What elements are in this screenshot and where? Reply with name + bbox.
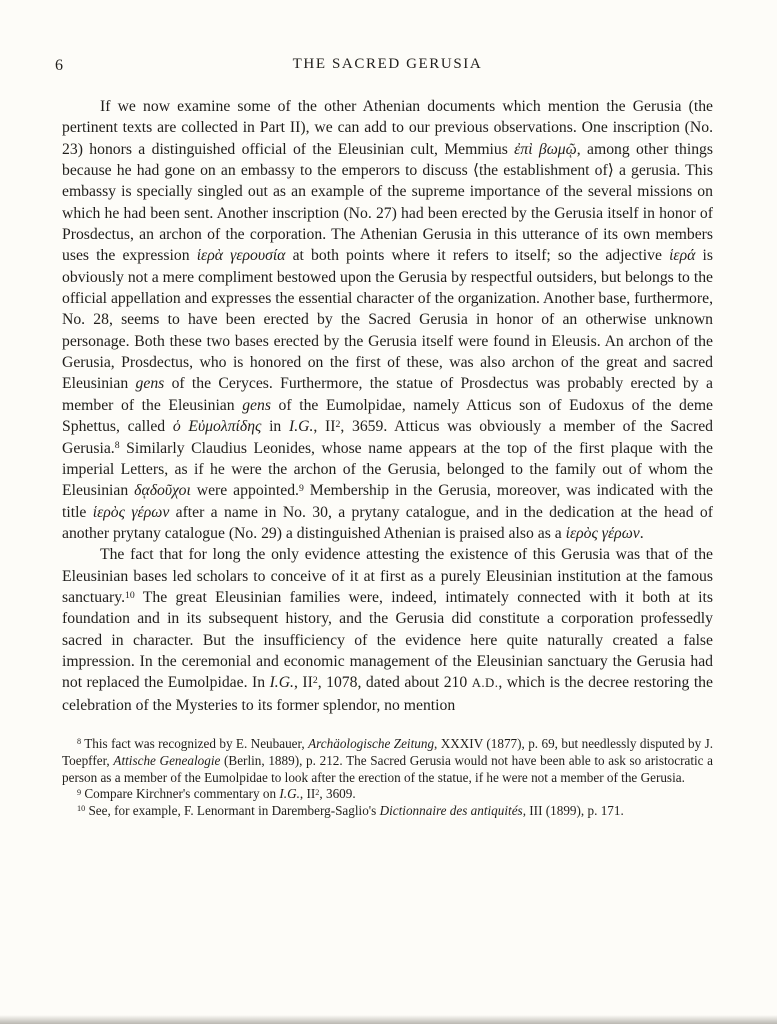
text-run: A.D. <box>471 676 499 691</box>
superscript-note-number: 10 <box>77 804 86 814</box>
superscript-note-number: 9 <box>298 482 304 494</box>
text-run: after a name in No. 30, a prytany catalogue, and in the dedication at the head of another prytany catalogue (No. 29) a distinguished Athenian is praised also as a <box>62 503 713 542</box>
running-title: THE SACRED GERUSIA <box>292 56 483 72</box>
text-run: of the Eumolpidae, namely Atticus son of Eudoxus of the deme Sphettus, called <box>62 396 713 436</box>
text-run: . <box>639 524 644 542</box>
text-run: This fact was recognized by E. Neubauer, <box>81 735 309 751</box>
text-run: Similarly Claudius Leonides, whose name appears at the top of the first plaque with the imperial Letters, as if he were the archon of the Gerusia, belonged to the family out of whom the Eleusinian <box>62 439 713 500</box>
italic-run: ἐπὶ βωμῷ <box>514 140 577 158</box>
text-run: , 3609. <box>319 786 356 802</box>
superscript-note-number: 2 <box>335 418 341 430</box>
text-run: of the Ceryces. Furthermore, the statue of Prosdectus was probably erected by a member of the Eleusinian <box>62 375 713 414</box>
text-run: , II <box>299 786 316 802</box>
superscript-note-number: 2 <box>312 674 318 686</box>
text-run: , II <box>313 418 336 436</box>
footnote <box>62 786 713 803</box>
footnote <box>62 736 713 786</box>
superscript-note-number: 8 <box>114 440 120 452</box>
italic-run: Archäologische Zeitung <box>308 735 435 751</box>
text-run: , 1078, dated about 210 <box>317 674 472 692</box>
text-run: , 3659. Atticus was obviously a member of the Sacred Gerusia. <box>62 418 714 457</box>
text-run: (Berlin, 1889), p. 212. The Sacred Gerusia would not have been able to ask so aristocratic a person as a member of the Eumolpidae to look after the erection of the statue, if he were not a member of the Gerusia. <box>62 752 714 785</box>
italic-run: I.G. <box>269 674 294 692</box>
text-run: , II <box>293 674 313 692</box>
text-run: Compare Kirchner's commentary on <box>81 786 280 802</box>
italic-run: gens <box>135 375 165 393</box>
italic-run: gens <box>242 396 271 414</box>
footnote <box>62 803 713 820</box>
text-run: were appointed. <box>190 482 299 500</box>
text-run: in <box>261 418 289 436</box>
text-run: If we now examine some of the other Athenian documents which mention the Gerusia (the pertinent texts are collected in Part II), we can add to our previous observations. One inscription (No. 23) honors a distinguished official of the Eleusinian cult, Memmius <box>62 98 713 158</box>
body-paragraph <box>62 96 713 544</box>
body-paragraph <box>62 544 713 716</box>
text-run: , among other things because he had gone on an embassy to the emperors to discuss ⟨the establishment of⟩ a gerusia. This embassy is specially singled out as an example of the supreme importance of the several missions on which he had been sent. Another inscription (No. 27) had been erected by the Gerusia itself in honor of Prosdectus, an archon of the corporation. The Athenian Gerusia in this utterance of its own members uses the expression <box>62 140 713 265</box>
italic-run: δᾳδοῦχοι <box>134 482 191 500</box>
running-head <box>55 56 713 78</box>
italic-run: Attische Genealogie <box>113 752 221 768</box>
superscript-note-number: 10 <box>125 589 135 601</box>
italic-run: ἱερὰ γερουσία <box>196 247 286 265</box>
text-run: , III (1899), p. 171. <box>522 803 624 819</box>
text-run: See, for example, F. Lenormant in Daremberg-Saglio's <box>85 803 380 819</box>
italic-run: ἱερὸς γέρων <box>92 503 170 521</box>
text-run: , which is the decree restoring the celebration of the Mysteries to its former splendor, no mention <box>62 674 713 714</box>
text-run: at both points where it refers to itself; so the adjective <box>285 247 670 265</box>
italic-run: ὁ Εὐμολπίδης <box>172 418 262 436</box>
italic-run: ἱερά <box>669 247 696 265</box>
text-run: Membership in the Gerusia, moreover, was indicated with the title <box>62 482 714 521</box>
footnote-block <box>62 736 713 820</box>
text-run: The great Eleusinian families were, indeed, intimately connected with it both at its foundation and in its subsequent history, and the Gerusia did constitute a corporation professedly sacred in character. But the insufficiency of the evidence here quite naturally created a false impression. In the ceremonial and economic management of the Eleusinian sanctuary the Gerusia had not replaced the Eumolpidae. In <box>62 588 713 692</box>
italic-run: I.G. <box>279 786 300 802</box>
italic-run: ἱερὸς γέρων <box>565 524 640 542</box>
superscript-note-number: 2 <box>315 787 320 797</box>
text-run: The fact that for long the only evidence attesting the existence of this Gerusia was that of the Eleusinian bases led scholars to conceive of it at first as a purely Eleusinian institution at the famous sanctuary. <box>62 546 713 606</box>
superscript-note-number: 8 <box>77 737 82 747</box>
superscript-note-number: 9 <box>77 787 82 797</box>
text-run: is obviously not a mere compliment bestowed upon the Gerusia by respectful outsiders, but belongs to the official appellation and expresses the essential character of the organization. Another base, furthermore, No. 28, seems to have been erected by the Sacred Gerusia in honor of an otherwise unknown personage. Both these two bases erected by the Gerusia itself were found in Eleusis. An archon of the Gerusia, Prosdectus, who is honored on the first of these, was also archon of the great and sacred Eleusinian <box>62 247 713 393</box>
italic-run: Dictionnaire des antiquités <box>379 803 523 819</box>
body-text <box>62 96 713 716</box>
text-run: , XXXIV (1877), p. 69, but needlessly disputed by J. Toepffer, <box>62 735 713 768</box>
page-number: 6 <box>55 57 63 74</box>
italic-run: I.G. <box>289 418 314 436</box>
